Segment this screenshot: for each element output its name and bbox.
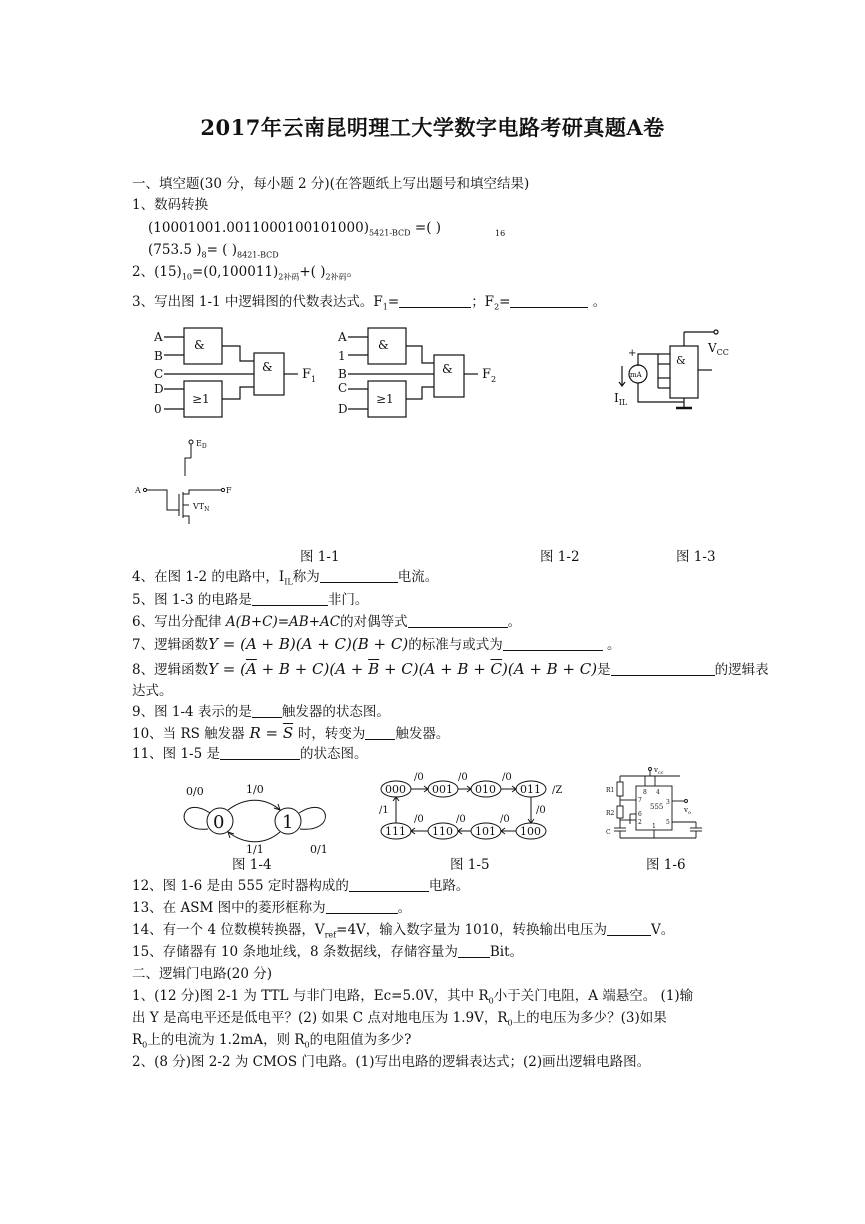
output-f-label: F [226, 486, 232, 495]
input-a-label: A [338, 330, 347, 344]
caption-figure-1-6: 图 1-6 [646, 857, 686, 873]
q8-expression: $Y = (\overline{A} + B + C)(A + \overline{B} + C)(A + B + \overline{C})(A + B + C)$ [208, 660, 598, 678]
answer-blank [252, 703, 282, 718]
answer-blank [349, 877, 429, 892]
answer-blank [365, 725, 395, 740]
ed-label: $E_D$ [196, 439, 207, 450]
input-zero-label: 0 [154, 402, 162, 416]
answer-blank [510, 293, 588, 308]
question-12: 12、图 1-6 是由 555 定时器构成的 电路。 [132, 878, 470, 894]
input-b-label: B [154, 349, 163, 363]
question-1b: (753.5 )$_8=$ ( )$_{8421-BCD}$ [148, 242, 279, 260]
answer-blank [320, 568, 398, 583]
state-1-label: 1 [282, 812, 294, 833]
r1-label: R1 [606, 787, 615, 794]
question-15: 15、存储器有 10 条地址线，8 条数据线，存储容量为 Bit。 [132, 944, 523, 960]
transition-label: /0 [536, 805, 546, 816]
section-2-heading: 二、逻辑门电路(20 分) [132, 966, 273, 982]
answer-blank [408, 613, 508, 628]
answer-blank [399, 293, 471, 308]
gate-symbol: ≥1 [376, 392, 394, 406]
pin-label: 3 [666, 799, 670, 806]
state-010-label: 010 [475, 783, 496, 796]
figure-1-1-circuit-f2 [336, 325, 506, 425]
gate-symbol: & [442, 362, 453, 376]
state-0-label: 0 [213, 812, 225, 833]
transition-label: /0 [414, 772, 424, 783]
answer-blank [252, 591, 328, 606]
gate-symbol: ≥1 [192, 392, 210, 406]
question-10: 10、当 RS 触发器 $R = \overline{S}$ 时，转变为 触发器。 [132, 724, 450, 742]
answer-blank [220, 745, 300, 760]
plus-label: + [628, 348, 637, 359]
question-9: 9、图 1-4 表示的是 触发器的状态图。 [132, 704, 390, 720]
resistor-r2 [617, 806, 623, 818]
problem-2-1-line-1: 1、(12 分)图 2-1 为 TTL 与非门电路，Ec=5.0V，其中 $R_0$小于关门电阻，A 端悬空。 (1)输 [132, 988, 694, 1006]
vcc-label: $V_{CC}$ [708, 341, 729, 357]
label-0-1: 0/1 [310, 843, 328, 856]
vcc-label: $v_{cc}$ [654, 766, 664, 776]
pin-label: 7 [638, 797, 642, 804]
gate-symbol: & [378, 338, 389, 352]
question-8: 8、逻辑函数$Y = (\overline{A} + B + C)(A + \overline{B} + C)(A + B + \overline{C})(A + B + C)$是 的逻辑表 [132, 660, 769, 678]
ammeter-label: mA [630, 371, 642, 379]
figure-1-5-state-diagram [376, 770, 576, 845]
state-101-label: 101 [475, 825, 496, 838]
state-000-label: 000 [385, 783, 406, 796]
transition-label: /0 [500, 814, 510, 825]
question-14: 14、有一个 4 位数模转换器，$V_{ref}=4V$，输入数字量为 1010，转换输出电压为 V。 [132, 922, 675, 940]
question-1: 1、数码转换 [132, 197, 209, 213]
question-11: 11、图 1-5 是 的状态图。 [132, 746, 368, 762]
state-111-label: 111 [385, 825, 406, 838]
question-4: 4、在图 1-2 的电路中，$I_{IL}$称为 电流。 [132, 569, 439, 587]
chip-label: 555 [650, 803, 664, 811]
section-1-heading: 一、填空题(30 分，每小题 2 分)(在答题纸上写出题号和填空结果) [132, 176, 530, 192]
label-1-0: 1/0 [246, 783, 264, 796]
input-c-label: C [338, 381, 348, 395]
resistor-r1 [617, 782, 623, 796]
answer-blank [326, 899, 398, 914]
answer-blank [503, 636, 603, 651]
question-1a: $(10001001.0011000100101000)_{5421-BCD}$ =( ) $_{16}$ [148, 220, 506, 238]
input-d-label: D [154, 382, 164, 396]
caption-figure-1-1: 图 1-1 [300, 549, 340, 565]
input-a-label: A [135, 486, 141, 495]
pin-label: 1 [652, 823, 656, 830]
pin-label: 5 [666, 819, 670, 826]
question-6: 6、写出分配律 A(B+C)=AB+AC的对偶等式 。 [132, 614, 522, 630]
input-one-label: 1 [338, 349, 346, 363]
transition-label: /0 [458, 772, 468, 783]
pin-label: 8 [643, 789, 647, 796]
answer-blank [458, 943, 490, 958]
vo-label: $v_o$ [684, 806, 691, 816]
figure-1-1-circuit-f1 [150, 325, 330, 425]
transition-label-z: /Z [552, 785, 563, 796]
figure-1-6-555-circuit [600, 764, 710, 849]
figure-1-3-circuit [133, 436, 238, 526]
problem-2-1-line-3: $R_0$上的电流为 1.2mA，则 $R_0$的电阻值为多少? [132, 1032, 412, 1050]
caption-figure-1-4: 图 1-4 [232, 857, 272, 873]
input-a-label: A [154, 330, 163, 344]
question-13: 13、在 ASM 图中的菱形框称为 。 [132, 900, 412, 916]
problem-2-1-line-2: 出 Y 是高电平还是低电平？(2) 如果 C 点对地电压为 1.9V，$R_0$上的电压为多少？(3)如果 [132, 1010, 667, 1028]
state-110-label: 110 [432, 825, 453, 838]
input-b-label: B [338, 367, 347, 381]
problem-2-2: 2、(8 分)图 2-2 为 CMOS 门电路。(1)写出电路的逻辑表达式；(2)画出逻辑电路图。 [132, 1054, 651, 1070]
answer-blank [607, 921, 651, 936]
transition-label: /0 [502, 772, 512, 783]
pin-label: 6 [638, 811, 642, 818]
transition-label: /0 [414, 814, 424, 825]
label-0-0: 0/0 [186, 785, 204, 798]
current-label: $I_{IL}$ [614, 391, 628, 407]
page-title: 2017年云南昆明理工大学数字电路考研真题A卷 [200, 115, 665, 140]
state-100-label: 100 [520, 825, 541, 838]
q10-condition: $R = \overline{S}$ [244, 724, 294, 742]
label-1-1: 1/1 [246, 843, 264, 856]
caption-figure-1-3: 图 1-3 [676, 549, 716, 565]
answer-blank [611, 661, 715, 676]
r2-label: R2 [606, 810, 615, 817]
figure-1-2-circuit [612, 328, 737, 416]
gate-symbol: & [676, 354, 686, 367]
caption-figure-1-5: 图 1-5 [450, 857, 490, 873]
question-2: 2、$(15)_{10}=(0,100011)_{2补码}+$( )$_{2补码}$。 [132, 264, 361, 282]
output-f1-label: $F_1$ [302, 367, 317, 384]
capacitor-label: C [606, 829, 611, 836]
figure-1-4-state-diagram [170, 783, 345, 858]
gate-symbol: & [194, 338, 205, 352]
caption-figure-1-2: 图 1-2 [540, 549, 580, 565]
state-001-label: 001 [432, 783, 453, 796]
input-c-label: C [154, 367, 164, 381]
input-d-label: D [338, 402, 348, 416]
question-3: 3、写出图 1-1 中逻辑图的代数表达式。$F_1=$ ；$F_2=$ 。 [132, 294, 607, 312]
pin-label: 4 [656, 789, 660, 796]
gate-symbol: & [262, 360, 273, 374]
transistor-label: $VT_N$ [193, 502, 210, 513]
state-011-label: 011 [520, 783, 541, 796]
pin-label: 2 [638, 819, 642, 826]
transition-label: /0 [456, 814, 466, 825]
transition-label-1: /1 [379, 805, 389, 816]
question-8-cont: 达式。 [132, 683, 173, 699]
question-5: 5、图 1-3 的电路是 非门。 [132, 592, 369, 608]
output-f2-label: $F_2$ [482, 367, 497, 384]
question-7: 7、逻辑函数Y = (A + B)(A + C)(B + C)的标准与或式为 。 [132, 635, 621, 653]
